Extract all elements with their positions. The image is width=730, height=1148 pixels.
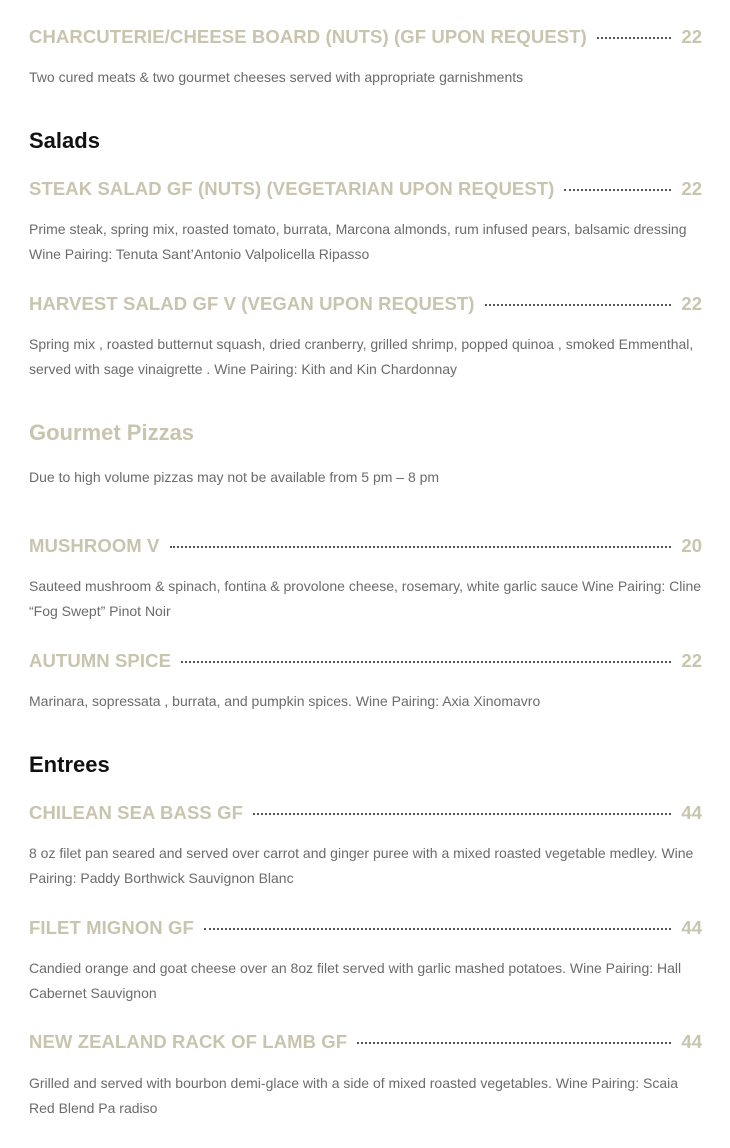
leader-dots [564, 189, 671, 191]
item-name: FILET MIGNON GF [29, 917, 194, 938]
item-price: 22 [681, 650, 702, 671]
leader-dots [357, 1042, 671, 1044]
menu-item-sea-bass [29, 800, 702, 826]
item-name: NEW ZEALAND RACK OF LAMB GF [29, 1031, 348, 1052]
menu-item-mushroom [29, 533, 702, 559]
section-title-salads: Salads [29, 128, 100, 153]
item-name: MUSHROOM V [29, 535, 160, 556]
item-description: Sauteed mushroom & spinach, fontina & provolone cheese, rosemary, white garlic sauce Wine Pairing: Cline “Fog Swept” Pinot Noir [29, 578, 702, 619]
leader-dots [253, 813, 671, 815]
item-price: 44 [681, 917, 702, 938]
menu-item-steak-salad [29, 176, 702, 202]
menu-item-filet-mignon [29, 915, 702, 941]
item-name: STEAK SALAD GF (NUTS) (VEGETARIAN UPON REQUEST) [29, 178, 555, 199]
item-price: 44 [681, 1031, 702, 1052]
item-description: Two cured meats & two gourmet cheeses served with appropriate garnishments [29, 69, 524, 85]
item-description: Candied orange and goat cheese over an 8oz filet served with garlic mashed potatoes. Wine Pairing: Hall Cabernet Sauvignon [29, 960, 682, 1001]
item-name: CHARCUTERIE/CHEESE BOARD (NUTS) (GF UPON REQUEST) [29, 26, 587, 47]
item-description: Prime steak, spring mix, roasted tomato, burrata, Marcona almonds, rum infused pears, balsamic dressing Wine Pairing: Tenuta Sant’Antonio Valpolicella Ripasso [29, 221, 687, 262]
item-name: AUTUMN SPICE [29, 650, 172, 671]
item-description: Grilled and served with bourbon demi-glace with a side of mixed roasted vegetables. Wine Pairing: Scaia Red Blend Pa radiso [29, 1075, 679, 1116]
menu-item-rack-of-lamb [29, 1029, 702, 1055]
item-description: Spring mix , roasted butternut squash, dried cranberry, grilled shrimp, popped quinoa , smoked Emmenthal, served with sage vinaigrette . Wine Pairing: Kith and Kin Chardonnay [29, 336, 694, 377]
item-name: CHILEAN SEA BASS GF [29, 802, 243, 823]
menu-item-autumn-spice [29, 648, 702, 674]
item-price: 20 [681, 535, 702, 556]
section-title-pizzas: Gourmet Pizzas [29, 420, 195, 445]
leader-dots [170, 546, 672, 548]
section-title-entrees: Entrees [29, 752, 110, 777]
item-description: 8 oz filet pan seared and served over carrot and ginger puree with a mixed roasted vegetable medley. Wine Pairing: Paddy Borthwick Sauvignon Blanc [29, 845, 694, 886]
item-price: 22 [681, 293, 702, 314]
menu-item-charcuterie [29, 24, 702, 50]
leader-dots [181, 661, 671, 663]
item-description: Marinara, sopressata , burrata, and pumpkin spices. Wine Pairing: Axia Xinomavro [29, 693, 541, 709]
item-name: HARVEST SALAD GF V (VEGAN UPON REQUEST) [29, 293, 475, 314]
item-price: 22 [681, 178, 702, 199]
item-price: 22 [681, 26, 702, 47]
leader-dots [597, 37, 672, 39]
menu-item-harvest-salad [29, 291, 702, 317]
section-note: Due to high volume pizzas may not be available from 5 pm – 8 pm [29, 469, 440, 485]
leader-dots [204, 928, 672, 930]
item-price: 44 [681, 802, 702, 823]
leader-dots [485, 304, 672, 306]
